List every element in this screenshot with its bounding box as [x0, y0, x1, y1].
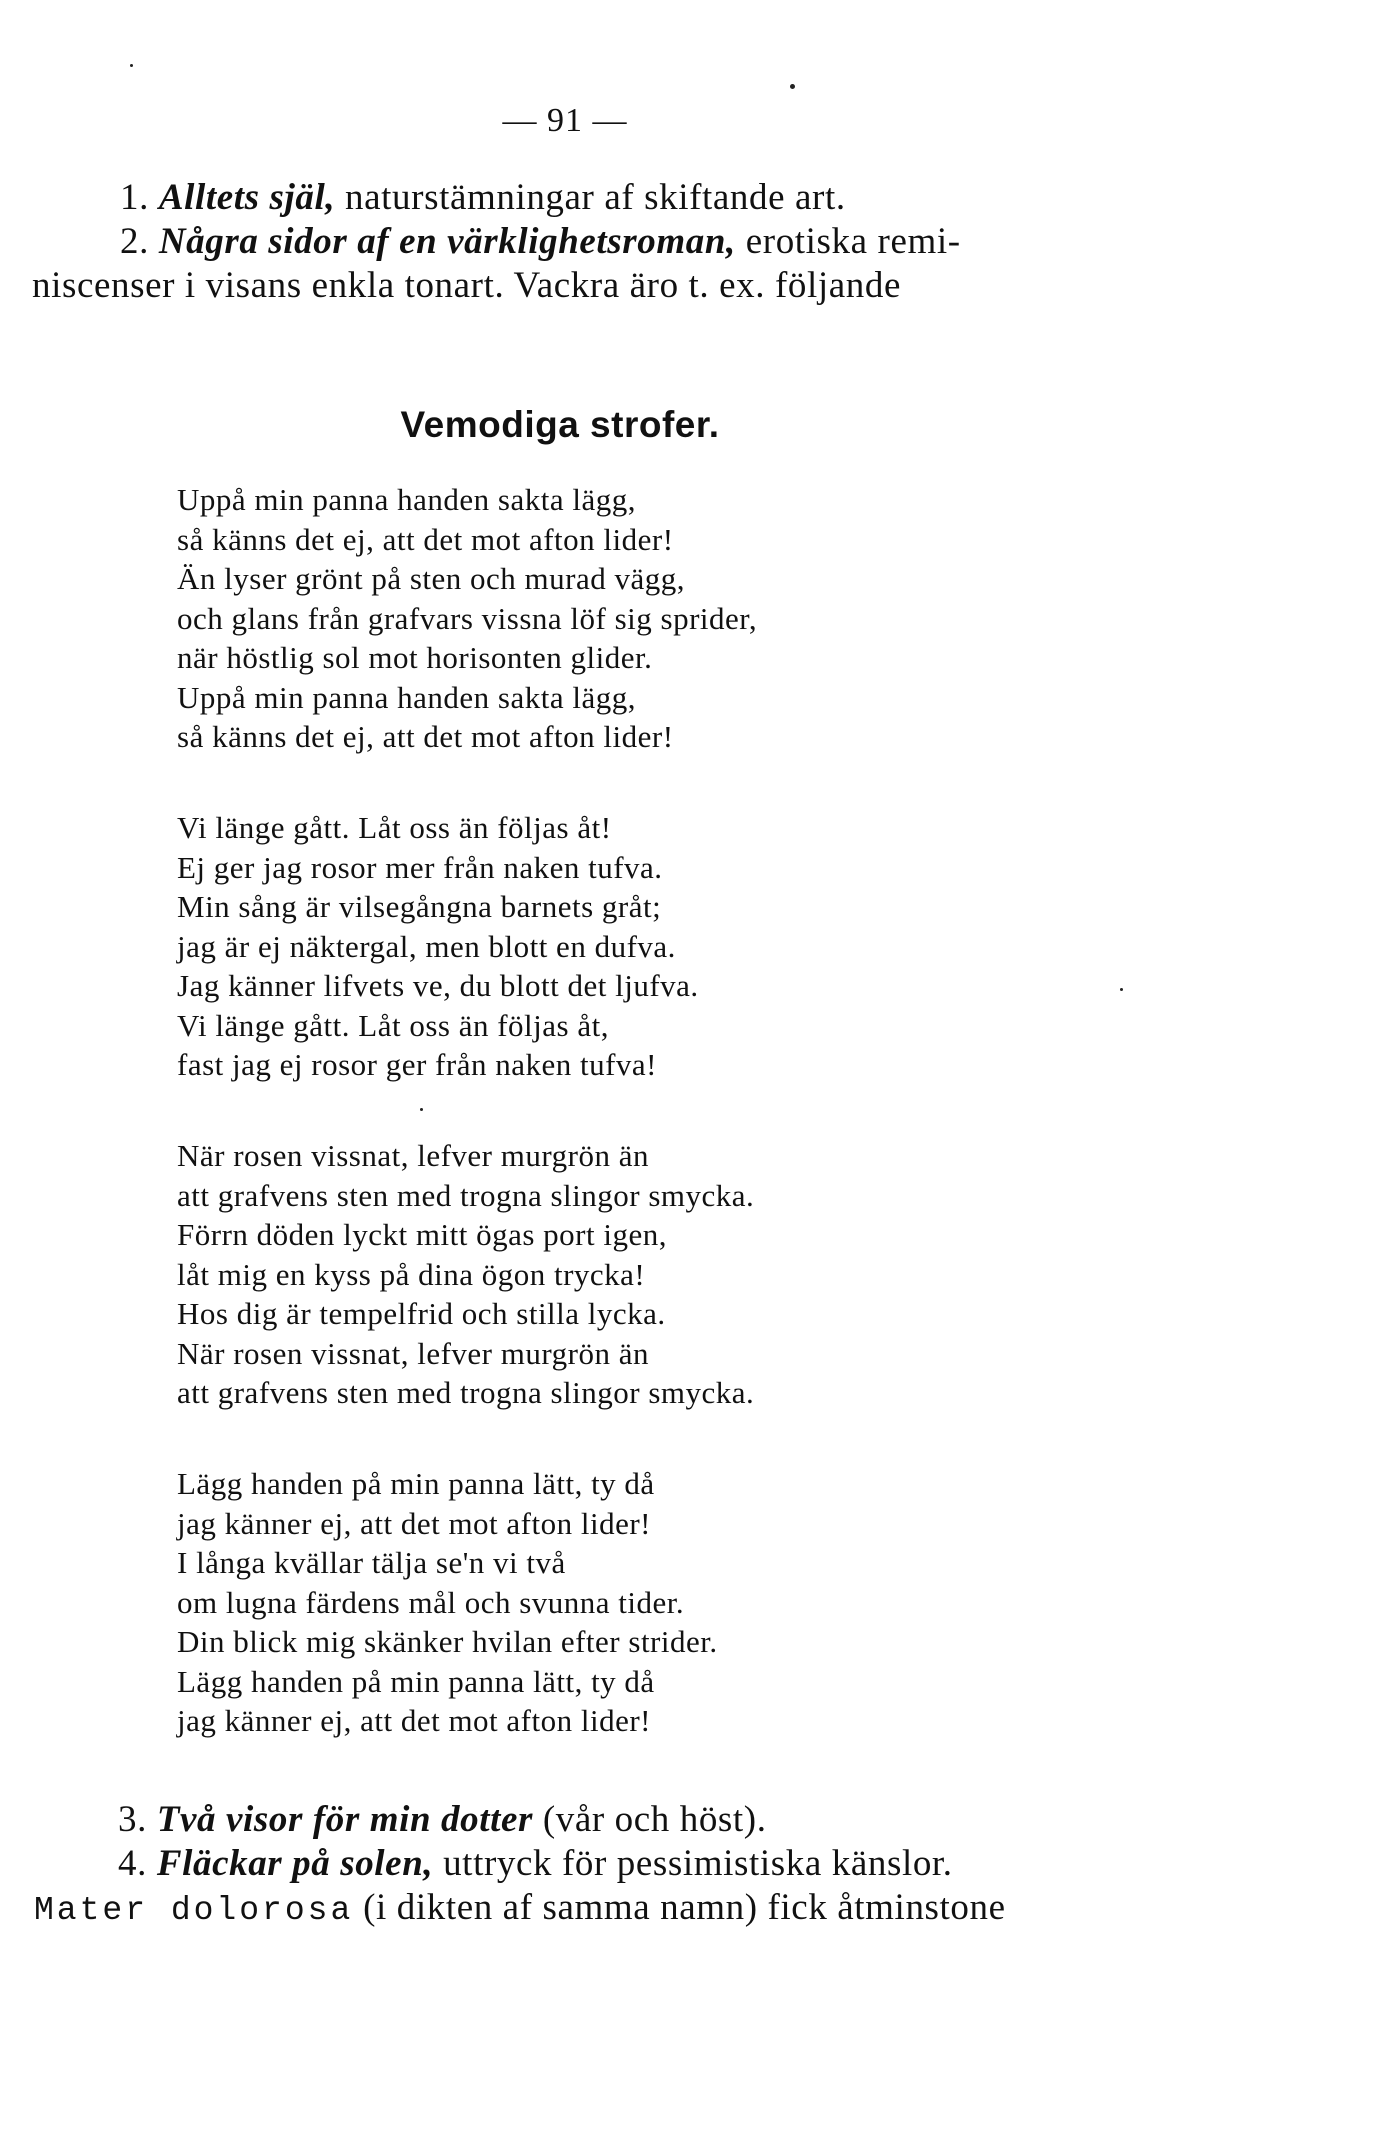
poem-line: I långa kvällar tälja se'n vi två: [177, 1545, 566, 1580]
poem-line: Vi länge gått. Låt oss än följas åt!: [177, 810, 612, 845]
poem-line: om lugna färdens mål och svunna tider.: [177, 1584, 685, 1620]
poem-line: jag känner ej, att det mot afton lider!: [177, 1703, 651, 1738]
poem-line: att grafvens sten med trogna slingor smycka.: [177, 1177, 755, 1213]
item-text: uttryck för pessimistiska känslor.: [433, 1843, 953, 1884]
spaced-title: Mater dolorosa: [34, 1892, 354, 1929]
poem-title: Vemodiga strofer.: [400, 404, 720, 445]
item-number: 4.: [118, 1843, 147, 1884]
poem-line: så känns det ej, att det mot afton lider!: [177, 719, 674, 754]
item-number: 1.: [120, 177, 149, 218]
poem-line: när höstlig sol mot horisonten glider.: [177, 640, 653, 675]
item-text: erotiska remi-: [735, 221, 961, 262]
poem-line: När rosen vissnat, lefver murgrön än: [177, 1138, 649, 1173]
poem-line: Lägg handen på min panna lätt, ty då: [177, 1466, 655, 1501]
poem-line: Hos dig är tempelfrid och stilla lycka.: [177, 1296, 666, 1331]
list-item-2: [120, 220, 961, 264]
print-speck: [420, 1108, 423, 1111]
item-number: 2.: [120, 221, 149, 262]
list-item-3: [118, 1798, 767, 1842]
poem-line: låt mig en kyss på dina ögon trycka!: [177, 1256, 646, 1292]
item-text: (i dikten af samma namn) fick åtminstone: [353, 1887, 1006, 1928]
print-speck: [1120, 988, 1123, 991]
item-title: Alltets själ,: [158, 177, 336, 218]
poem-stanza-3: [177, 1136, 754, 1413]
poem-line: Min sång är vilsegångna barnets gråt;: [177, 889, 662, 924]
page-number: — 91 —: [502, 102, 628, 139]
list-item-4-continuation: [34, 1886, 1006, 1933]
poem-line: Förrn döden lyckt mitt ögas port igen,: [177, 1217, 667, 1252]
poem-line: Vi länge gått. Låt oss än följas åt,: [177, 1007, 609, 1043]
poem-line: När rosen vissnat, lefver murgrön än: [177, 1335, 649, 1371]
poem-stanza-4: [177, 1464, 718, 1741]
poem-line: Lägg handen på min panna lätt, ty då: [177, 1663, 655, 1699]
poem-line: Uppå min panna handen sakta lägg,: [177, 482, 636, 517]
item-title: Fläckar på solen,: [156, 1843, 434, 1884]
list-item-4: [118, 1842, 953, 1886]
print-speck: [790, 84, 795, 89]
poem-stanza-1: [177, 480, 757, 757]
item-title: Två visor för min dotter: [156, 1799, 533, 1840]
item-text: (vår och höst).: [532, 1799, 767, 1840]
item-text: naturstämningar af skiftande art.: [335, 177, 846, 218]
poem-line: så känns det ej, att det mot afton lider!: [177, 521, 674, 557]
item-number: 3.: [118, 1799, 147, 1840]
poem-line: Din blick mig skänker hvilan efter strider.: [177, 1624, 718, 1659]
poem-line: Jag känner lifvets ve, du blott det ljufva.: [177, 968, 699, 1003]
list-item-2-continuation: niscenser i visans enkla tonart. Vackra äro t. ex. följande: [32, 265, 901, 306]
list-item-1: [120, 176, 846, 220]
poem-line: Ej ger jag rosor mer från naken tufva.: [177, 849, 663, 885]
poem-line: och glans från grafvars vissna löf sig sprider,: [177, 600, 758, 636]
poem-line: jag är ej näktergal, men blott en dufva.: [177, 928, 676, 964]
poem-line: jag känner ej, att det mot afton lider!: [177, 1505, 651, 1541]
poem-line: att grafvens sten med trogna slingor smycka.: [177, 1375, 755, 1410]
item-title: Några sidor af en värklighetsroman,: [158, 221, 736, 262]
poem-line: fast jag ej rosor ger från naken tufva!: [177, 1047, 657, 1082]
poem-line: Än lyser grönt på sten och murad vägg,: [177, 561, 685, 596]
poem-line: Uppå min panna handen sakta lägg,: [177, 679, 636, 715]
print-speck: [130, 64, 133, 67]
poem-stanza-2: [177, 808, 699, 1085]
